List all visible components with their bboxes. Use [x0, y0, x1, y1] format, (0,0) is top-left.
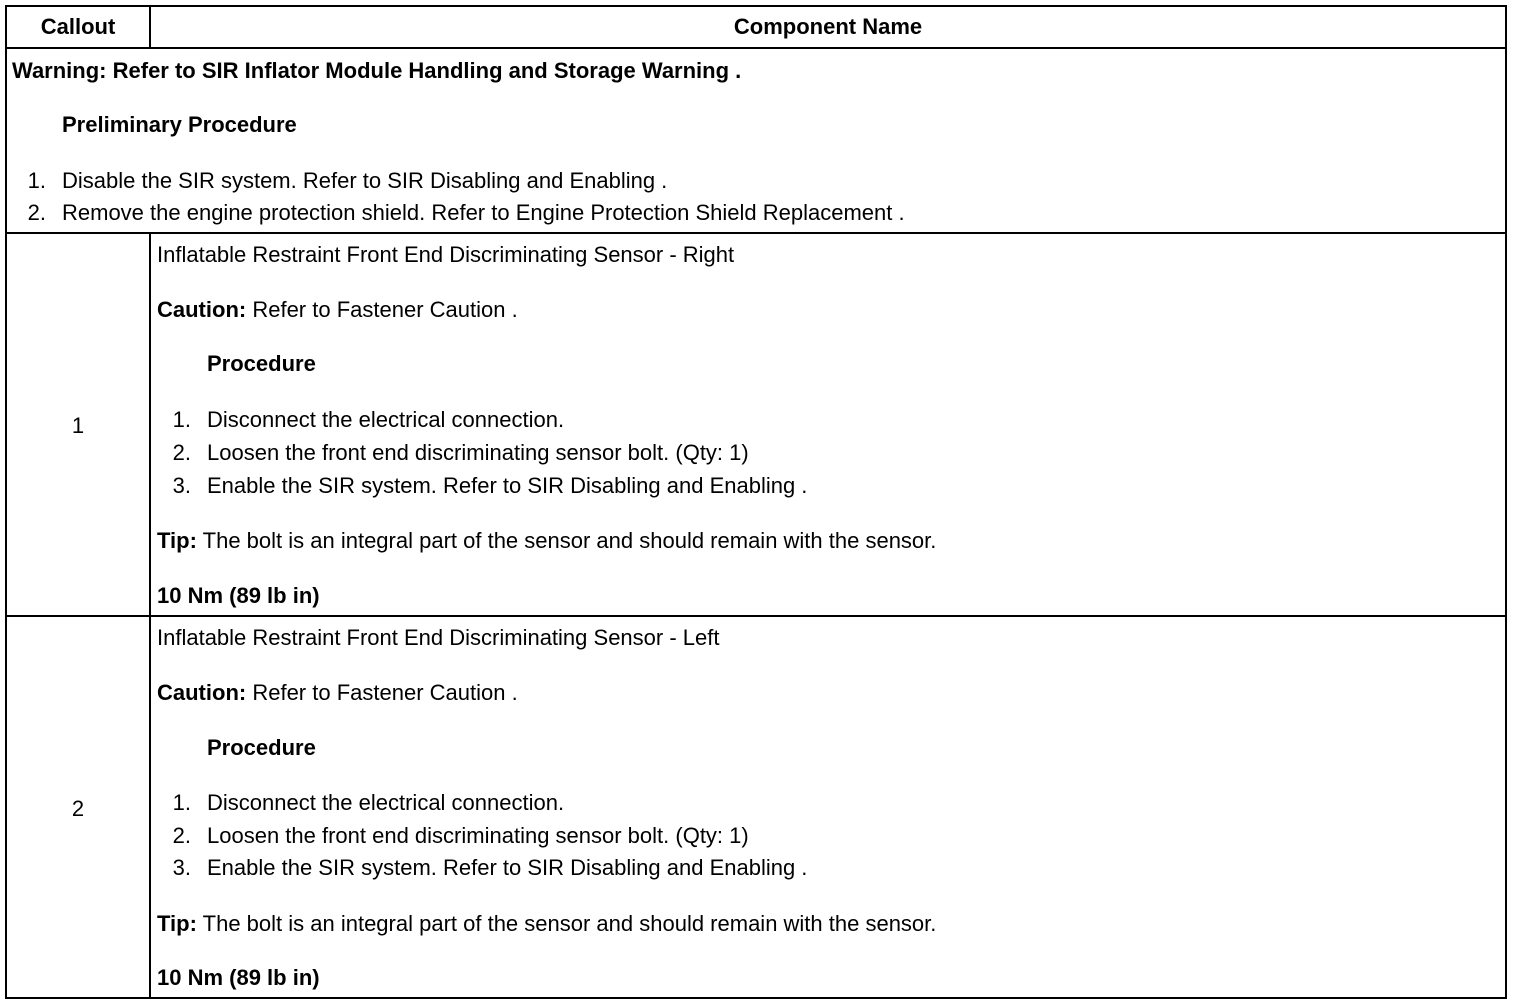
step-text: Loosen the front end discriminating sensor bolt. (Qty: 1) [207, 823, 749, 848]
caution-label: Caution: [157, 297, 247, 322]
tip-text: The bolt is an integral part of the sensor and should remain with the sensor. [202, 911, 937, 936]
step-number: 2. [172, 823, 191, 848]
step-number: 3. [172, 855, 191, 880]
caution-line [157, 297, 518, 323]
tip-line [157, 528, 936, 554]
header-divider [5, 47, 1507, 49]
preliminary-procedure-title: Preliminary Procedure [62, 112, 297, 137]
component-name: Inflatable Restraint Front End Discriminating Sensor - Left [157, 625, 720, 650]
rows-column-divider [149, 233, 151, 999]
tip-label: Tip: [157, 528, 197, 553]
warning-line [12, 58, 741, 84]
step-number: 1. [172, 407, 191, 432]
preliminary-step-text: Disable the SIR system. Refer to SIR Disabling and Enabling . [62, 168, 668, 193]
step-number: 2. [172, 440, 191, 465]
caution-text: Refer to Fastener Caution . [252, 297, 518, 322]
step-text: Enable the SIR system. Refer to SIR Disabling and Enabling . [207, 473, 808, 498]
preliminary-step-text: Remove the engine protection shield. Refer to Engine Protection Shield Replacement . [62, 200, 905, 225]
step-text: Disconnect the electrical connection. [207, 407, 565, 432]
header-component-name: Component Name [733, 14, 923, 39]
tip-line [157, 911, 936, 937]
tip-text: The bolt is an integral part of the sensor and should remain with the sensor. [202, 528, 937, 553]
step-number: 1. [172, 790, 191, 815]
warning-text: Refer to SIR Inflator Module Handling and Storage Warning . [112, 58, 742, 83]
step-text: Loosen the front end discriminating sensor bolt. (Qty: 1) [207, 440, 749, 465]
row-callout: 2 [71, 796, 85, 821]
step-number: 3. [172, 473, 191, 498]
caution-text: Refer to Fastener Caution . [252, 680, 518, 705]
preliminary-divider [5, 232, 1507, 234]
torque-spec: 10 Nm (89 lb in) [157, 583, 320, 608]
preliminary-step-number: 2. [27, 200, 46, 225]
caution-line [157, 680, 518, 706]
step-text: Disconnect the electrical connection. [207, 790, 565, 815]
procedure-table [5, 5, 1507, 999]
row-callout: 1 [71, 413, 85, 438]
caution-label: Caution: [157, 680, 247, 705]
component-name: Inflatable Restraint Front End Discriminating Sensor - Right [157, 242, 735, 267]
procedure-title: Procedure [207, 351, 316, 376]
preliminary-step-number: 1. [27, 168, 46, 193]
header-callout: Callout [40, 14, 116, 39]
tip-label: Tip: [157, 911, 197, 936]
warning-label: Warning: [12, 58, 107, 83]
row-divider [5, 615, 1507, 617]
step-text: Enable the SIR system. Refer to SIR Disabling and Enabling . [207, 855, 808, 880]
procedure-title: Procedure [207, 735, 316, 760]
torque-spec: 10 Nm (89 lb in) [157, 965, 320, 990]
